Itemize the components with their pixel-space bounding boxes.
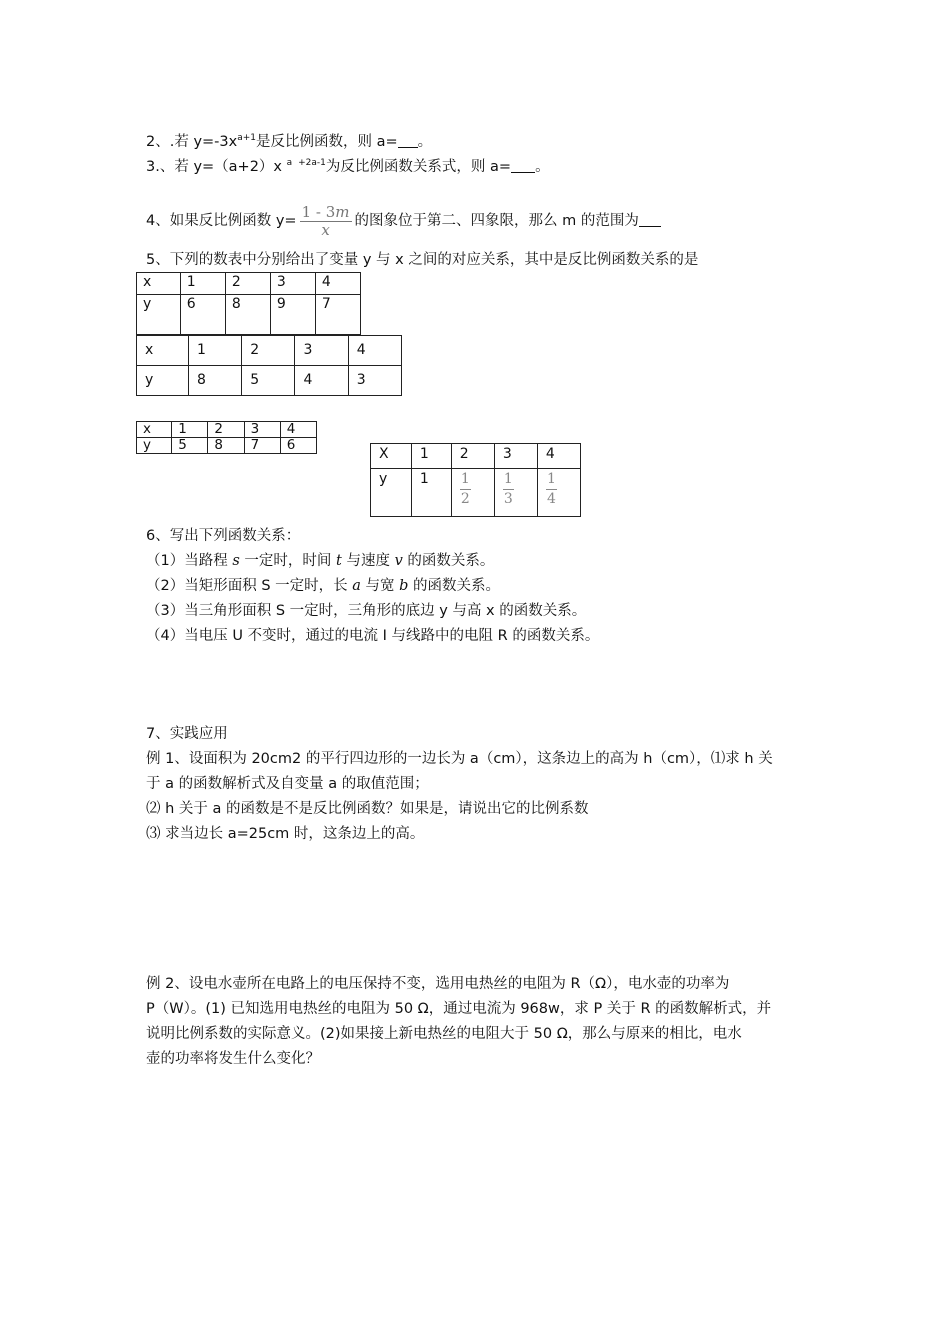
table-cell: 4	[537, 444, 580, 469]
question-6-item-4: （4）当电压 U 不变时，通过的电流 I 与线路中的电阻 R 的函数关系。	[146, 628, 600, 644]
table-cell: 3	[494, 444, 537, 469]
table-cell	[451, 469, 494, 517]
table-cell: 8	[208, 438, 244, 454]
q4-suffix: 的图象位于第二、四象限，那么 m 的范围为	[354, 213, 639, 229]
example-1-line-1: 例 1、设面积为 20cm2 的平行四边形的一边长为 a（cm），这条边上的高为 h（cm），⑴求 h 关	[146, 751, 773, 767]
question-6-title: 6、写出下列函数关系：	[146, 528, 301, 544]
table-cell: 2	[451, 444, 494, 469]
table-cell: 2	[208, 422, 244, 438]
text-run: 的函数关系。	[408, 578, 501, 594]
fraction-num: 1	[460, 471, 470, 487]
table-cell: 3	[348, 366, 401, 396]
text-run: 与宽	[360, 578, 400, 594]
table-4	[370, 443, 581, 517]
question-4	[146, 201, 661, 241]
table-cell: y	[137, 295, 181, 335]
table-1	[136, 272, 361, 335]
q4-fraction-den: x	[321, 220, 330, 239]
example-1-line-4: ⑶ 求当边长 a=25cm 时，这条边上的高。	[146, 826, 425, 842]
table-cell: x	[137, 336, 189, 366]
table-cell: 4	[348, 336, 401, 366]
table-cell: y	[137, 366, 189, 396]
table-cell: 1	[180, 273, 225, 295]
fraction-num: 1	[503, 471, 513, 487]
example-2-line-2: P（W）。(1) 已知选用电热丝的电阻为 50 Ω，通过电流为 968w，求 P 关于 R 的函数解析式，并	[146, 1001, 772, 1017]
table-cell: 8	[188, 366, 241, 396]
table-cell: 8	[225, 295, 270, 335]
table-cell: 2	[242, 336, 295, 366]
table-cell: 3	[244, 422, 280, 438]
fraction-num: 1	[546, 471, 556, 487]
table-cell: 4	[280, 422, 316, 438]
table-cell: 5	[172, 438, 208, 454]
text-run: 与速度	[341, 553, 395, 569]
q4-fraction-num: 1 - 3	[301, 202, 336, 221]
table-cell: 4	[315, 273, 360, 295]
fraction-one-third	[503, 472, 514, 507]
text-run: 一定时，时间	[239, 553, 337, 569]
q3-suffix: 为反比例函数关系式，则 a=	[325, 159, 512, 175]
question-6-item-1	[146, 551, 494, 571]
table-cell: y	[371, 469, 412, 517]
table-cell: 7	[315, 295, 360, 335]
example-1-line-3: ⑵ h 关于 a 的函数是不是反比例函数？如果是，请说出它的比例系数	[146, 801, 589, 817]
var-t: t	[336, 553, 342, 569]
question-2	[146, 128, 432, 152]
table-cell	[537, 469, 580, 517]
q3-exponent-a: a	[286, 158, 293, 168]
table-2	[136, 335, 402, 396]
table-cell: 1	[172, 422, 208, 438]
table-cell: 1	[411, 444, 451, 469]
table-cell: 1	[411, 469, 451, 517]
question-6-item-3: （3）当三角形面积 S 一定时，三角形的底边 y 与高 x 的函数关系。	[146, 603, 587, 619]
table-cell: 6	[180, 295, 225, 335]
table-cell: y	[137, 438, 172, 454]
example-1-line-2: 于 a 的函数解析式及自变量 a 的取值范围；	[146, 776, 429, 792]
answer-blank	[398, 133, 418, 148]
example-2-line-3: 说明比例系数的实际意义。(2)如果接上新电热丝的电阻大于 50 Ω，那么与原来的相比，电水	[146, 1026, 742, 1042]
fraction-one-half	[460, 472, 471, 507]
answer-blank	[639, 212, 661, 227]
var-s: s	[232, 553, 240, 569]
fraction-one-quarter	[546, 472, 557, 507]
text-run: 的函数关系。	[402, 553, 495, 569]
var-b: b	[399, 578, 409, 594]
fraction-den: 4	[546, 491, 556, 507]
table-cell: 7	[244, 438, 280, 454]
table-cell: 4	[295, 366, 348, 396]
table-cell: X	[371, 444, 412, 469]
fraction-den: 3	[503, 491, 513, 507]
question-5: 5、下列的数表中分别给出了变量 y 与 x 之间的对应关系，其中是反比例函数关系的是	[146, 252, 699, 268]
question-7-title: 7、实践应用	[146, 726, 228, 742]
table-cell: 3	[270, 273, 315, 295]
table-cell: 3	[295, 336, 348, 366]
text-run: （2）当矩形面积 S 一定时，长	[146, 578, 353, 594]
question-6-item-2	[146, 576, 500, 596]
table-cell	[494, 469, 537, 517]
text-run: （1）当路程	[146, 553, 233, 569]
table-cell: 1	[188, 336, 241, 366]
table-cell: 6	[280, 438, 316, 454]
table-cell: 2	[225, 273, 270, 295]
question-3	[146, 153, 550, 177]
q2-prefix: 2、.若 y=-3x	[146, 134, 238, 150]
example-2-line-4: 壶的功率将发生什么变化？	[146, 1051, 320, 1067]
q2-end: 。	[417, 134, 433, 150]
q3-end: 。	[535, 159, 550, 175]
q4-prefix: 4、如果反比例函数 y=	[146, 213, 297, 229]
table-cell: x	[137, 273, 181, 295]
q3-exponent-b: +2a-1	[298, 158, 326, 168]
q3-prefix: 3.、若 y=（a+2）x	[146, 159, 287, 175]
var-v: v	[394, 553, 403, 569]
q4-fraction	[300, 204, 352, 239]
q4-fraction-var: m	[335, 202, 350, 221]
q2-exponent: a+1	[237, 133, 257, 143]
table-cell: 9	[270, 295, 315, 335]
answer-blank	[511, 158, 535, 173]
table-cell: x	[137, 422, 172, 438]
var-a: a	[352, 578, 361, 594]
fraction-den: 2	[460, 491, 470, 507]
table-3	[136, 421, 317, 454]
q2-suffix: 是反比例函数，则 a=	[256, 134, 398, 150]
table-cell: 5	[242, 366, 295, 396]
example-2-line-1: 例 2、设电水壶所在电路上的电压保持不变，选用电热丝的电阻为 R（Ω），电水壶的功率为	[146, 976, 730, 992]
